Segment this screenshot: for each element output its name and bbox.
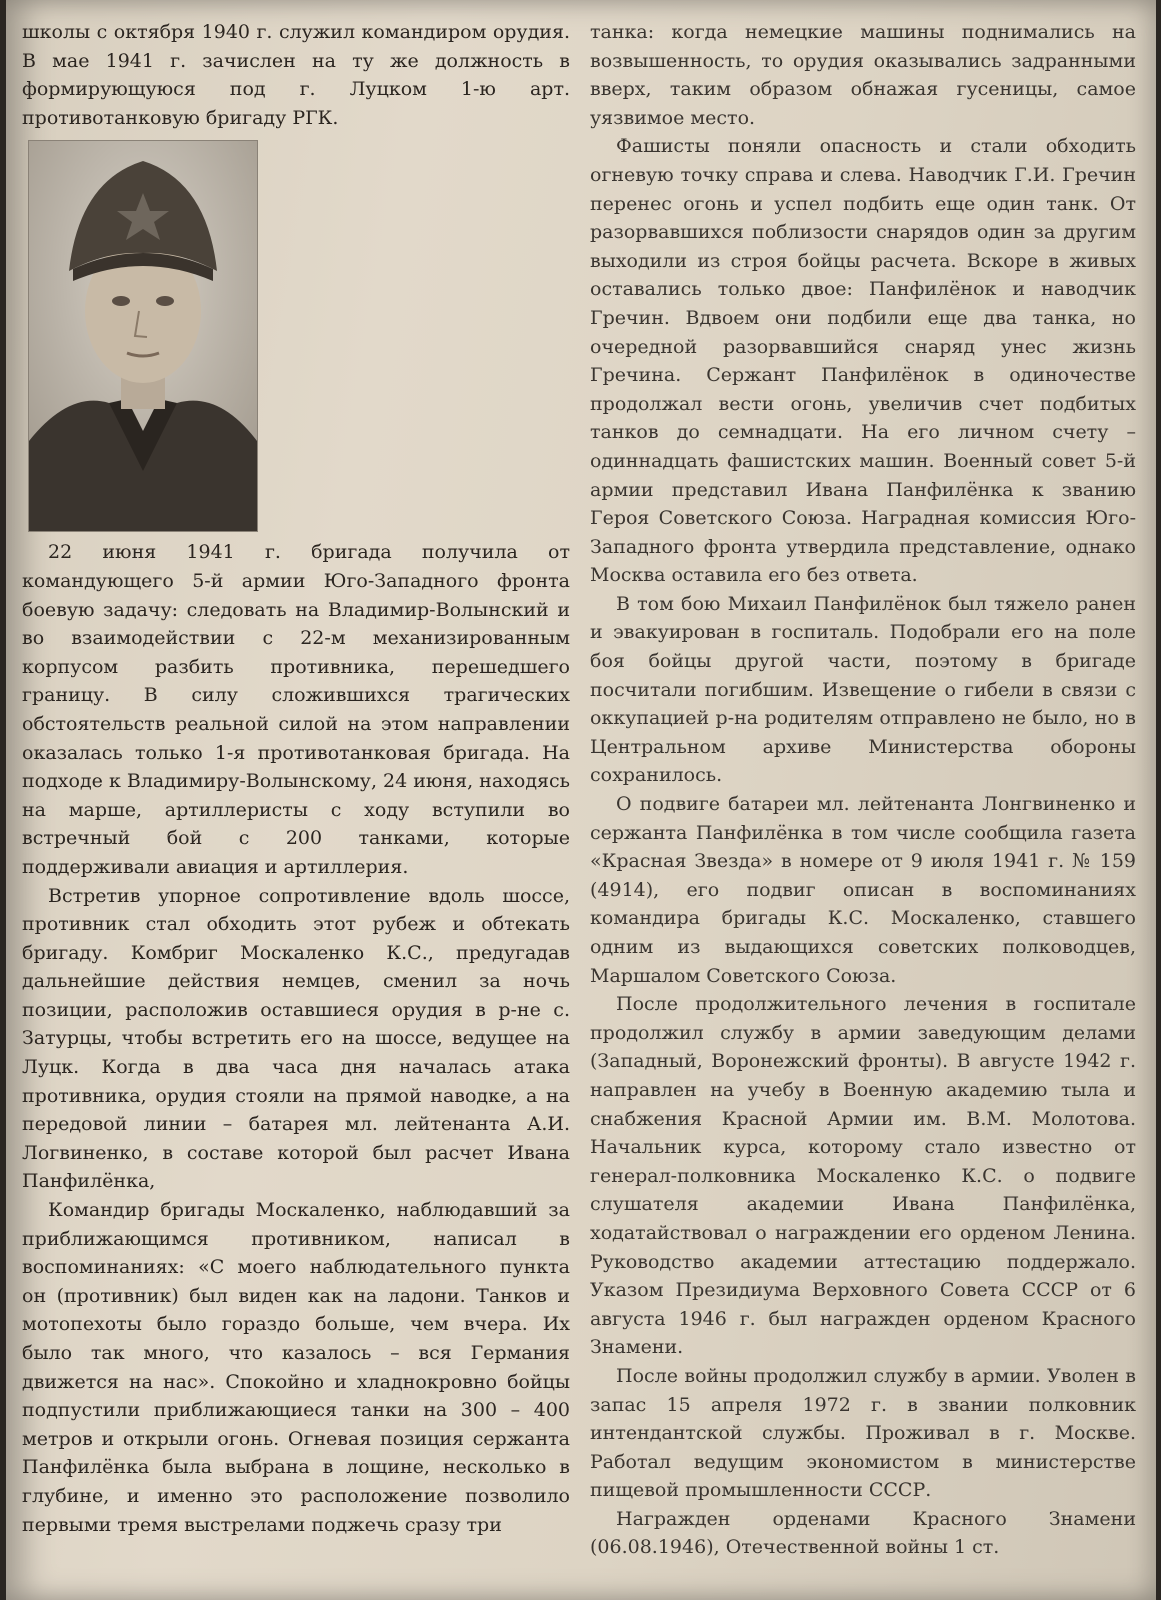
intro-paragraph: школы с октября 1940 г. служил командиром орудия. В мае 1941 г. зачислен на ту же должность в формирующуюся под г. Луцком 1-ю арт. противотанковую бригаду РГК. [22,21,570,129]
paragraph-5: В том бою Михаил Панфилёнок был тяжело ранен и эвакуирован в госпиталь. Подобрали его на поле боя бойцы другой части, поэтому в бригаде посчитали погибшим. Извещение о гибели в связи с оккупацией р-на родителям отправлено не было, но в Центральном архиве Министерства обороны сохранилось. [590,592,1136,787]
portrait-photo [28,140,258,532]
paragraph-6: О подвиге батареи мл. лейтенанта Лонгвиненко и сержанта Панфилёнка в том числе сообщила газета «Красная Звезда» в номере от 9 июля 1941 г. № 159 (4914), его подвиг описан в воспоминаниях командира бригады К.С. Москаленко, ставшего одним из выдающихся советских полководцев, Маршалом Советского Союза. [590,793,1136,987]
book-page [6,0,1156,1600]
paragraph-4: Фашисты поняли опасность и стали обходить огневую точку справа и слева. Наводчик Г.И. Гречин перенес огонь и успел подбить еще один танк. От разорвавшихся поблизости снарядов один за другим выходили из строя бойцы расчета. Вскоре в живых оставались только двое: Панфилёнок и наводчик Гречин. Вдвоем они подбили еще два танка, но очередной разорвавшийся снаряд унес жизнь Гречина. Сержант Панфилёнок в одиночестве продолжал вести огонь, увеличив счет подбитых танков до семнадцати. На его личном счету – одиннадцать фашистских машин. Военный совет 5-й армии представил Ивана Панфилёнка к званию Героя Советского Союза. Наградная комиссия Юго-Западного фронта утвердила представление, однако Москва оставила его без ответа. [590,135,1136,587]
paragraph-1: 22 июня 1941 г. бригада получила от командующего 5-й армии Юго-Западного фронта боевую задачу: следовать на Владимир-Волынский и во взаимодействии с 22-м механизированным корпусом разбить противника, перешедшего границу. В силу сложившихся трагических обстоятельств реальной силой на этом направлении оказалась только 1-я противотанковая бригада. На подходе к Владимиру-Волынскому, 24 июня, находясь на марше, артиллеристы с ходу вступили во встречный бой с 200 танками, которые поддерживали авиация и артиллерия. [22,541,570,878]
continuation-paragraph: танка: когда немецкие машины поднимались на возвышенность, то орудия оказывались задранными вверх, таким образом обнажая гусеницы, самое уязвимое место. [590,21,1136,129]
paragraph-8: После войны продолжил службу в армии. Уволен в запас 15 апреля 1972 г. в звании полковник интендантской службы. Проживал в г. Москве. Работал ведущим экономистом в министерстве пищевой промышленности СССР. [590,1364,1136,1502]
paragraph-9: Награжден орденами Красного Знамени (06.08.1946), Отечественной войны 1 ст. [590,1507,1136,1559]
paragraph-2: Встретив упорное сопротивление вдоль шоссе, противник стал обходить этот рубеж и обтекать бригаду. Комбриг Москаленко К.С., предугадав дальнейшие действия немцев, сменил за ночь позиции, расположив оставшиеся орудия в р-не с. Затурцы, чтобы встретить его на шоссе, ведущее на Луцк. Когда в два часа дня началась атака противника, орудия стояли на прямой наводке, а на передовой линии – батарея мл. лейтенанта А.И. Логвиненко, в составе которой был расчет Ивана Панфилёнка, [22,884,570,1193]
portrait-photo-icon [29,141,257,531]
paragraph-3: Командир бригады Москаленко, наблюдавший за приближающимся противником, написал в воспоминаниях: «С моего наблюдательного пункта он (противник) был виден как на ладони. Танков и мотопехоты было гораздо больше, чем вчера. Их было так много, что казалось – вся Германия движется на нас». Спокойно и хладнокровно бойцы подпустили приближающиеся танки на 300 – 400 метров и открыли огонь. Огневая позиция сержанта Панфилёнка была выбрана в лощине, несколько в глубине, и именно это расположение позволило первыми тремя выстрелами поджечь сразу три [22,1199,570,1536]
paragraph-7: После продолжительного лечения в госпитале продолжил службу в армии заведующим делами (Западный, Воронежский фронты). В августе 1942 г. направлен на учебу в Военную академию тыла и снабжения Красной Армии им. В.М. Молотова. Начальник курса, которому стало известно от генерал-полковника Москаленко К.С. о подвиге слушателя академии Ивана Панфилёнка, ходатайствовал о награждении его орденом Ленина. Руководство академии аттестацию поддержало. Указом Президиума Верховного Совета СССР от 6 августа 1946 г. был награжден орденом Красного Знамени. [590,993,1136,1359]
right-column [590,18,1136,1562]
left-column [22,18,570,1539]
